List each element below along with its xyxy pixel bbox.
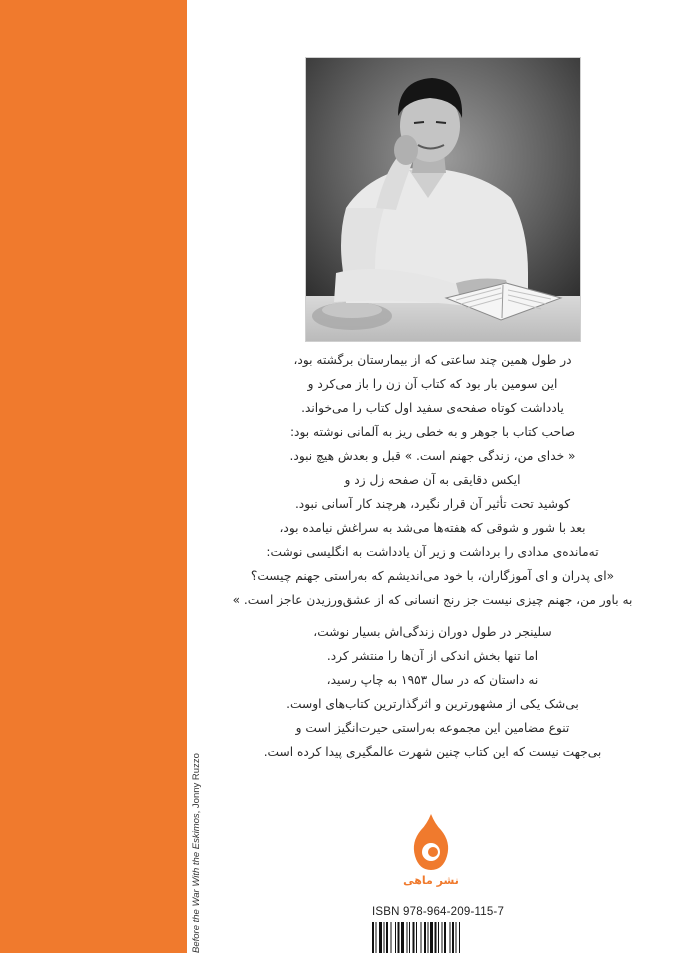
barcode-bar — [409, 922, 410, 953]
author-photo — [305, 57, 581, 342]
blurb-line: صاحب کتاب با جوهر و به خطی ریز به آلمانی نوشته بود: — [289, 425, 576, 439]
blurb-line: «ای پدران و ای آموزگاران، با خود می‌اندیشم که به‌راستی جهنم چیست؟ — [250, 569, 615, 583]
credit-artist: Jonny Ruzzo — [191, 753, 202, 811]
barcode-bar — [398, 922, 400, 953]
barcode-bar — [416, 922, 417, 953]
orange-spine-band — [0, 0, 187, 953]
blurb-line: بی‌جهت نیست که این کتاب چنین شهرت عالمگیری پیدا کرده است. — [263, 745, 602, 759]
barcode-bar — [421, 922, 422, 953]
barcode — [372, 922, 512, 953]
publisher-name: نشر ماهی — [403, 874, 459, 887]
barcode-bar — [379, 922, 382, 953]
credit-title: Before the War With the Eskimos — [191, 813, 202, 953]
blurb-line: سلینجر در طول دوران زندگی‌اش بسیار نوشت، — [313, 625, 552, 639]
credit-separator: , — [191, 810, 202, 814]
barcode-bar — [442, 922, 443, 953]
barcode-bar — [444, 922, 446, 953]
barcode-bar — [438, 922, 439, 953]
barcode-bar — [372, 922, 374, 953]
blurb-line: یادداشت کوتاه صفحه‌ی سفید اول کتاب را می‌خواند. — [301, 401, 564, 415]
blurb-line: « خدای من، زندگی جهنم است. » قبل و بعدش هیچ نبود. — [289, 449, 576, 463]
barcode-bar — [401, 922, 404, 953]
blurb-line: به باور من، جهنم چیزی نیست جز رنج انسانی که از عشق‌ورزیدن عاجز است. » — [232, 593, 633, 607]
barcode-bar — [452, 922, 454, 953]
blurb-line: کوشید تحت تأثیر آن قرار نگیرد، هرچند کار آسانی نبود. — [294, 497, 571, 511]
barcode-bar — [430, 922, 433, 953]
barcode-bar — [391, 922, 392, 953]
blurb-paragraph-1 — [200, 348, 665, 612]
barcode-bar — [450, 922, 451, 953]
blurb-line: اما تنها بخش اندکی از آن‌ها را منتشر کرد. — [326, 649, 539, 663]
barcode-bar — [459, 922, 460, 953]
barcode-bar — [424, 922, 426, 953]
blurb-line: در طول همین چند ساعتی که از بیمارستان برگشته بود، — [293, 353, 572, 367]
barcode-bar — [376, 922, 377, 953]
barcode-bar — [456, 922, 457, 953]
author-portrait-photo — [306, 58, 581, 342]
blurb-line: نه داستان که در سال ۱۹۵۳ به چاپ رسید، — [326, 673, 539, 687]
barcode-bar — [395, 922, 396, 953]
barcode-bar — [384, 922, 385, 953]
blurb-line: ته‌مانده‌ی مدادی را برداشت و زیر آن یادداشت به انگلیسی نوشت: — [266, 545, 599, 559]
barcode-bar — [386, 922, 388, 953]
isbn-number: ISBN 978-964-209-115-7 — [372, 906, 505, 918]
barcode-bar — [428, 922, 429, 953]
barcode-bar — [435, 922, 437, 953]
barcode-bar — [407, 922, 408, 953]
blurb-line: بعد با شور و شوقی که هفته‌ها می‌شد به سراغش نیامده بود، — [279, 521, 586, 535]
blurb-line: ایکس دقایقی به آن صفحه زل زد و — [344, 473, 521, 487]
blurb-line: این سومین بار بود که کتاب آن زن را باز می‌کرد و — [307, 377, 558, 391]
barcode-bar — [413, 922, 415, 953]
blurb-paragraph-2 — [200, 620, 665, 764]
blurb-line: بی‌شک یکی از مشهورترین و اثرگذارترین کتاب‌های اوست. — [286, 697, 579, 711]
blurb-line: تنوع مضامین این مجموعه به‌راستی حیرت‌انگیز است و — [295, 721, 570, 735]
